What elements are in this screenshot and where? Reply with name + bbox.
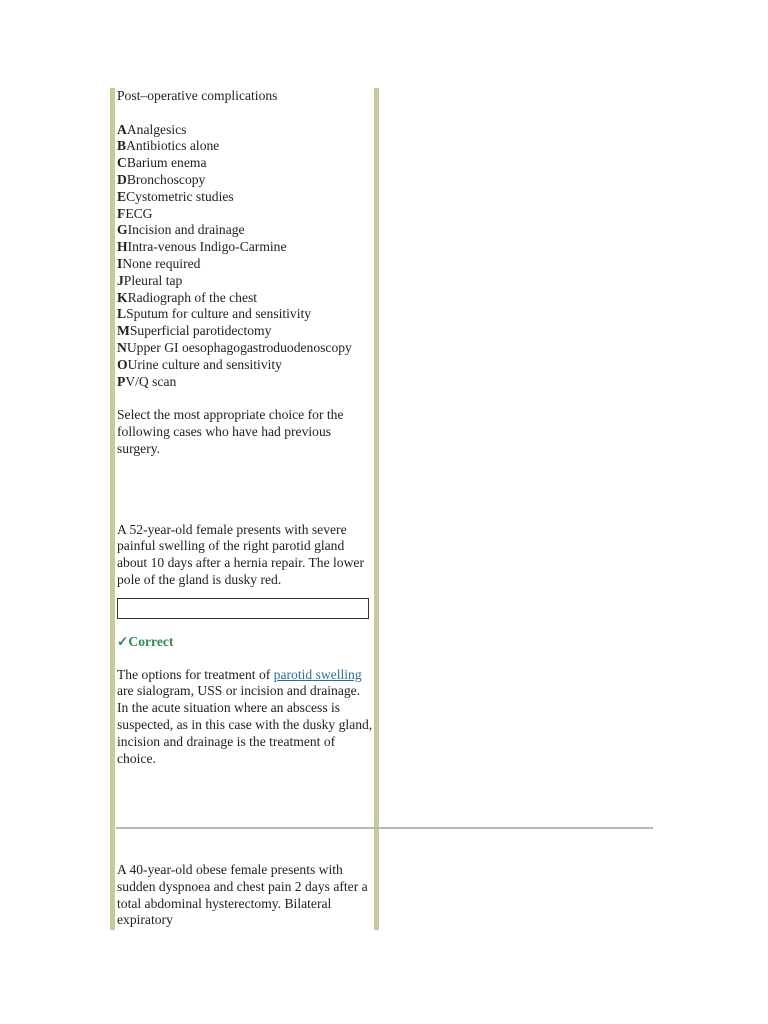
option-text: Superficial parotidectomy <box>129 323 272 339</box>
option-item <box>117 256 374 273</box>
option-text: Urine culture and sensitivity <box>127 356 282 372</box>
option-letter: N <box>117 339 127 355</box>
case-1-answer-input[interactable] <box>117 598 369 619</box>
option-text: Upper GI oesophagogastroduodenoscopy <box>126 339 352 355</box>
case-2 <box>117 862 374 929</box>
option-letter: K <box>117 289 128 305</box>
option-item <box>117 357 374 374</box>
option-letter: J <box>117 272 124 288</box>
option-item <box>117 239 374 256</box>
option-text: Incision and drainage <box>127 222 245 238</box>
option-text: Sputum for culture and sensitivity <box>126 306 312 322</box>
option-text: Antibiotics alone <box>126 138 220 154</box>
case-1-explanation <box>117 667 374 768</box>
option-text: None required <box>122 255 201 271</box>
option-text: Barium enema <box>126 155 207 171</box>
option-text: ECG <box>125 205 153 221</box>
question-column <box>117 88 374 767</box>
feedback-label: Correct <box>128 633 174 649</box>
option-item <box>117 189 374 206</box>
right-column-border <box>374 88 379 930</box>
option-letter: L <box>117 306 127 322</box>
option-item <box>117 155 374 172</box>
option-letter: H <box>117 239 128 255</box>
section-title: Post–operative complications <box>117 88 278 103</box>
section-divider <box>116 827 653 829</box>
options-list <box>117 122 374 391</box>
option-text: Bronchoscopy <box>126 171 206 187</box>
option-letter: I <box>117 255 123 271</box>
option-letter: O <box>117 356 128 372</box>
option-text: Intra-venous Indigo-Carmine <box>127 239 287 255</box>
option-item <box>117 306 374 323</box>
option-letter: D <box>117 171 127 187</box>
case-1-question: A 52-year-old female presents with severe painful swelling of the right parotid gland about 10 days after a hernia repair. The lower pole of the gland is dusky red. <box>117 521 364 587</box>
option-text: Pleural tap <box>123 272 183 288</box>
instructions-text: Select the most appropriate choice for the following cases who have had previous surgery. <box>117 407 344 456</box>
case-1-feedback <box>117 634 374 651</box>
option-letter: E <box>117 188 127 204</box>
option-item <box>117 273 374 290</box>
explanation-text-start: The options for treatment of <box>117 666 274 682</box>
case-2-question: A 40-year-old obese female presents with sudden dyspnoea and chest pain 2 days after a total abdominal hysterectomy. Bilateral expiratory <box>117 862 368 928</box>
option-letter: F <box>117 205 126 221</box>
checkmark-icon: ✓ <box>117 633 129 649</box>
option-text: V/Q scan <box>125 373 177 389</box>
option-letter: P <box>117 373 126 389</box>
option-letter: B <box>117 138 127 154</box>
option-item <box>117 138 374 155</box>
parotid-swelling-link[interactable]: parotid swelling <box>273 666 362 682</box>
explanation-text-end: are sialogram, USS or incision and drainage. In the acute situation where an abscess is suspected, as in this case with the dusky gland, incision and drainage is the treatment of choice. <box>117 683 373 766</box>
left-column-border <box>110 88 115 930</box>
option-item <box>117 122 374 139</box>
option-text: Cystometric studies <box>126 188 234 204</box>
option-text: Radiograph of the chest <box>127 289 258 305</box>
option-item <box>117 172 374 189</box>
option-item <box>117 222 374 239</box>
option-item <box>117 206 374 223</box>
option-item <box>117 374 374 391</box>
option-item <box>117 290 374 307</box>
option-letter: G <box>117 222 128 238</box>
option-letter: M <box>117 323 130 339</box>
option-letter: C <box>117 155 127 171</box>
option-text: Analgesics <box>126 121 187 137</box>
option-item <box>117 323 374 340</box>
option-item <box>117 340 374 357</box>
option-letter: A <box>117 121 127 137</box>
